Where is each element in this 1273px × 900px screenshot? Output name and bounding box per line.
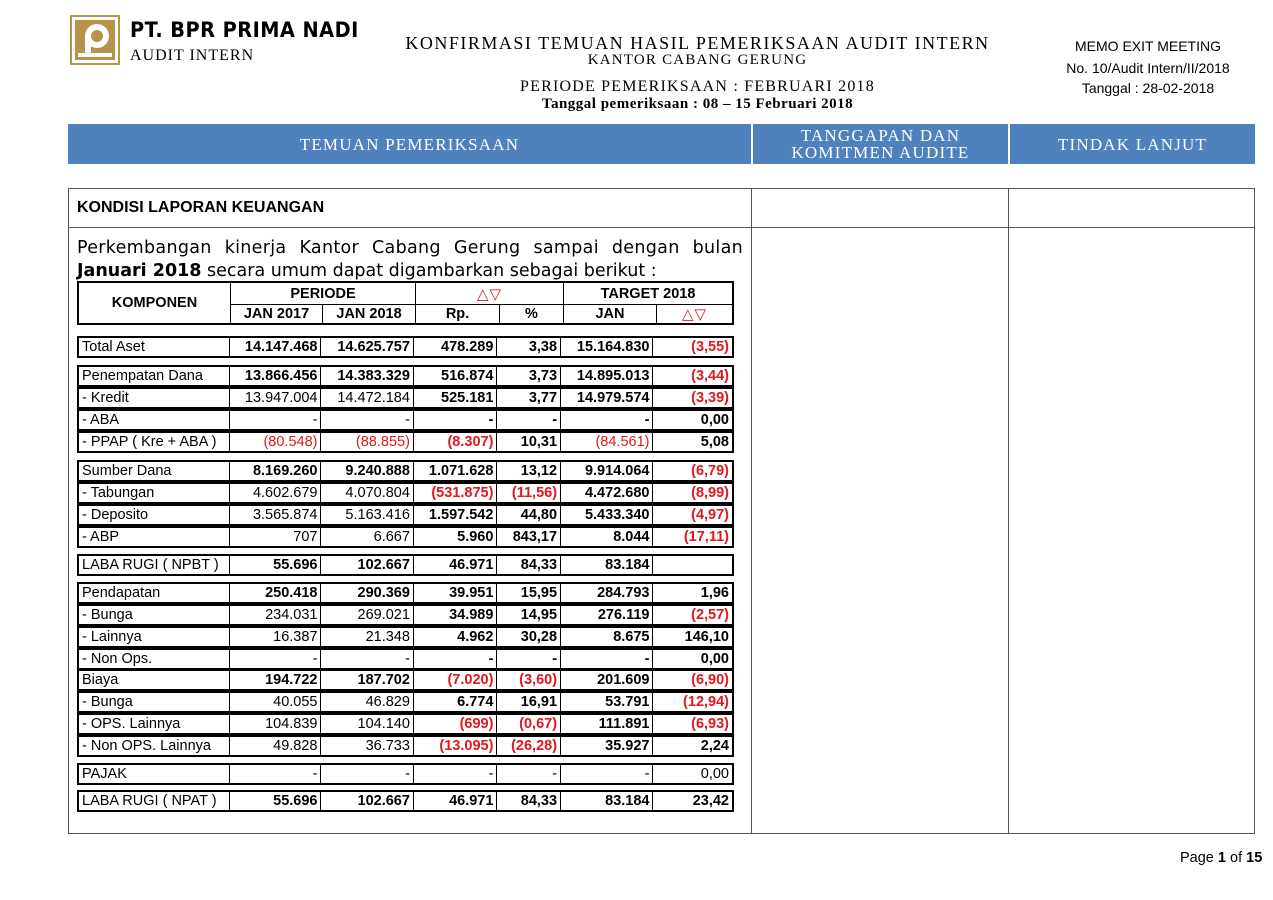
row-value: 843,17 <box>497 528 561 546</box>
row-value: 10,31 <box>497 433 561 451</box>
row-value: 0,00 <box>700 412 729 428</box>
row-value: 21.348 <box>321 628 413 646</box>
row-value: 290.369 <box>321 584 413 602</box>
row-value: 14.383.329 <box>321 367 413 385</box>
row-value: 55.696 <box>230 556 321 574</box>
row-value: 14.472.184 <box>321 389 413 407</box>
row-value: - <box>414 650 498 668</box>
inspection-date: Tanggal pemeriksaan : 08 – 15 Februari 2018 <box>541 96 854 112</box>
row-value: 83.184 <box>561 556 653 574</box>
row-value: 14.895.013 <box>561 367 653 385</box>
row-value: 39.951 <box>414 584 498 602</box>
row-value: 46.829 <box>321 693 413 711</box>
row-value: 9.914.064 <box>561 462 653 480</box>
row-value: (531.875) <box>414 484 498 502</box>
table-row <box>77 713 734 735</box>
table-row <box>77 735 734 757</box>
row-value: 284.793 <box>561 584 653 602</box>
row-value: 1.071.628 <box>414 462 498 480</box>
row-value: 44,80 <box>497 506 561 524</box>
row-value: 1.597.542 <box>414 506 498 524</box>
section-paragraph: Perkembangan kinerja Kantor Cabang Gerung sampai dengan bulan Januari 2018 secara umum dapat digambarkan sebagai berikut : <box>77 238 743 281</box>
row-value: 15.164.830 <box>561 338 653 356</box>
row-value: 0,00 <box>700 651 729 667</box>
header-jan: JAN <box>595 306 625 322</box>
row-label: - Tabungan <box>79 484 230 502</box>
row-label: Sumber Dana <box>79 462 230 480</box>
memo-date: Tanggal : 28-02-2018 <box>1081 80 1215 96</box>
row-value: 1,96 <box>700 585 729 601</box>
row-value: 40.055 <box>230 693 321 711</box>
row-value: 6.667 <box>321 528 413 546</box>
row-value: - <box>561 411 653 429</box>
table-row <box>77 482 734 504</box>
table-row <box>77 526 734 548</box>
row-value: 36.733 <box>321 737 413 755</box>
row-value: 5.433.340 <box>561 506 653 524</box>
row-value: - <box>230 765 321 783</box>
row-value: 250.418 <box>230 584 321 602</box>
row-value: 53.791 <box>561 693 653 711</box>
row-value: 13,12 <box>497 462 561 480</box>
table-header <box>77 281 734 325</box>
department-name: AUDIT INTERN <box>130 47 255 64</box>
table-row <box>77 582 734 604</box>
row-value: 46.971 <box>414 792 498 810</box>
row-value: 13.947.004 <box>230 389 321 407</box>
delta-icon: △▽ <box>681 306 708 323</box>
row-label: LABA RUGI ( NPBT ) <box>79 556 230 574</box>
table-row <box>77 669 734 691</box>
row-value: 5.163.416 <box>321 506 413 524</box>
row-label: Pendapatan <box>79 584 230 602</box>
row-value: 104.140 <box>321 715 413 733</box>
company-logo <box>70 15 120 65</box>
row-value: 83.184 <box>561 792 653 810</box>
grid-divider <box>751 188 752 834</box>
delta-icon: △▽ <box>476 285 503 303</box>
row-value: 8.675 <box>561 628 653 646</box>
header-target: TARGET 2018 <box>600 285 696 302</box>
row-label: Biaya <box>79 671 230 689</box>
row-value: (8,99) <box>691 485 729 501</box>
row-value: (6,93) <box>691 716 729 732</box>
row-value: 2,24 <box>700 738 729 754</box>
row-value: 104.839 <box>230 715 321 733</box>
row-value: - <box>414 765 498 783</box>
row-value: 55.696 <box>230 792 321 810</box>
row-value: (699) <box>414 715 498 733</box>
table-row <box>77 763 734 785</box>
row-value: 5,08 <box>700 434 729 450</box>
column-header-findings: TEMUAN PEMERIKSAAN <box>68 124 751 164</box>
table-row <box>77 431 734 453</box>
table-row <box>77 504 734 526</box>
row-value: 3,77 <box>497 389 561 407</box>
row-value: 3,73 <box>497 367 561 385</box>
row-value: 8.044 <box>561 528 653 546</box>
row-label: - Bunga <box>79 606 230 624</box>
row-value: - <box>497 765 561 783</box>
row-value: 0,00 <box>700 766 729 782</box>
row-value: (6,79) <box>691 463 729 479</box>
table-row <box>77 365 734 387</box>
row-value: (8.307) <box>414 433 498 451</box>
row-value: 16,91 <box>497 693 561 711</box>
row-value: 525.181 <box>414 389 498 407</box>
row-label: - Lainnya <box>79 628 230 646</box>
row-value: (3,55) <box>691 339 729 355</box>
table-row <box>77 336 734 358</box>
row-value: (3,39) <box>691 390 729 406</box>
row-value: 9.240.888 <box>321 462 413 480</box>
row-value: - <box>321 765 413 783</box>
table-row <box>77 460 734 482</box>
column-header-response: TANGGAPAN DAN KOMITMEN AUDITE <box>753 124 1008 164</box>
header-pct: % <box>525 306 538 322</box>
row-value: - <box>230 411 321 429</box>
row-value: 84,33 <box>497 556 561 574</box>
row-value: 46.971 <box>414 556 498 574</box>
table-row <box>77 648 734 670</box>
column-header-followup: TINDAK LANJUT <box>1010 124 1255 164</box>
row-value: 4.472.680 <box>561 484 653 502</box>
row-value: 84,33 <box>497 792 561 810</box>
row-value: 14,95 <box>497 606 561 624</box>
table-row <box>77 691 734 713</box>
row-value: - <box>321 650 413 668</box>
section-title: KONDISI LAPORAN KEUANGAN <box>77 199 325 216</box>
row-label: - OPS. Lainnya <box>79 715 230 733</box>
row-value: 5.960 <box>414 528 498 546</box>
row-value: - <box>414 411 498 429</box>
row-value: 102.667 <box>321 792 413 810</box>
header-periode: PERIODE <box>290 285 356 302</box>
row-value: 4.962 <box>414 628 498 646</box>
row-label: - Non Ops. <box>79 650 230 668</box>
row-value: - <box>497 411 561 429</box>
row-value: 276.119 <box>561 606 653 624</box>
row-value: (6,90) <box>691 672 729 688</box>
row-value: 13.866.456 <box>230 367 321 385</box>
row-value: (17,11) <box>683 529 729 545</box>
row-value: - <box>497 650 561 668</box>
row-value: 3,38 <box>497 338 561 356</box>
row-value: (4,97) <box>691 507 729 523</box>
row-value: 707 <box>230 528 321 546</box>
row-value: (80.548) <box>230 433 321 451</box>
row-value: 4.602.679 <box>230 484 321 502</box>
row-value: (11,56) <box>497 484 561 502</box>
row-label: - Non OPS. Lainnya <box>79 737 230 755</box>
row-value: 146,10 <box>684 629 729 645</box>
row-value: 16.387 <box>230 628 321 646</box>
row-value: 30,28 <box>497 628 561 646</box>
document-title: KONFIRMASI TEMUAN HASIL PEMERIKSAAN AUDIT INTERN <box>405 33 990 53</box>
row-label: LABA RUGI ( NPAT ) <box>79 792 230 810</box>
row-value: (26,28) <box>497 737 561 755</box>
row-value: (0,67) <box>497 715 561 733</box>
row-label: - ABA <box>79 411 230 429</box>
row-value: 23,42 <box>692 793 729 809</box>
row-label: Penempatan Dana <box>79 367 230 385</box>
row-value: 49.828 <box>230 737 321 755</box>
row-value <box>653 556 732 574</box>
row-label: Total Aset <box>79 338 230 356</box>
page-number: Page 1 of 15 <box>1180 850 1263 866</box>
row-value: 516.874 <box>414 367 498 385</box>
row-value: - <box>561 765 653 783</box>
table-row <box>77 604 734 626</box>
row-value: 4.070.804 <box>321 484 413 502</box>
audit-period: PERIODE PEMERIKSAAN : FEBRUARI 2018 <box>520 78 875 95</box>
row-value: - <box>321 411 413 429</box>
table-row <box>77 387 734 409</box>
row-value: - <box>561 650 653 668</box>
row-value: 269.021 <box>321 606 413 624</box>
row-value: 201.609 <box>561 671 653 689</box>
row-label: - ABP <box>79 528 230 546</box>
branch-name: KANTOR CABANG GERUNG <box>587 52 808 68</box>
header-rp: Rp. <box>445 306 470 322</box>
table-row <box>77 626 734 648</box>
header-komponen: KOMPONEN <box>111 295 198 311</box>
row-value: (2,57) <box>691 607 729 623</box>
row-value: (88.855) <box>321 433 413 451</box>
header-jan2017: JAN 2017 <box>243 306 310 322</box>
memo-number: No. 10/Audit Intern/II/2018 <box>1066 60 1230 76</box>
table-row <box>77 790 734 812</box>
grid-divider <box>1008 188 1009 834</box>
row-value: - <box>230 650 321 668</box>
row-value: 8.169.260 <box>230 462 321 480</box>
row-value: 194.722 <box>230 671 321 689</box>
row-label: - Deposito <box>79 506 230 524</box>
table-row <box>77 409 734 431</box>
row-value: 234.031 <box>230 606 321 624</box>
row-value: 3.565.874 <box>230 506 321 524</box>
row-value: 14.979.574 <box>561 389 653 407</box>
row-label: - PPAP ( Kre + ABA ) <box>79 433 230 451</box>
row-label: - Bunga <box>79 693 230 711</box>
row-value: 478.289 <box>414 338 498 356</box>
grid-divider <box>68 227 1255 228</box>
row-value: 35.927 <box>561 737 653 755</box>
row-value: 14.625.757 <box>321 338 413 356</box>
memo-title: MEMO EXIT MEETING <box>1075 38 1221 54</box>
table-row <box>77 554 734 576</box>
row-label: - Kredit <box>79 389 230 407</box>
row-value: 15,95 <box>497 584 561 602</box>
header-jan2018: JAN 2018 <box>336 306 402 322</box>
row-value: (84.561) <box>561 433 653 451</box>
row-value: (13.095) <box>414 737 498 755</box>
row-value: 34.989 <box>414 606 498 624</box>
row-label: PAJAK <box>79 765 230 783</box>
company-name: PT. BPR PRIMA NADI <box>130 18 359 42</box>
row-value: 111.891 <box>561 715 653 733</box>
row-value: 14.147.468 <box>230 338 321 356</box>
row-value: 102.667 <box>321 556 413 574</box>
row-value: 6.774 <box>414 693 498 711</box>
row-value: (7.020) <box>414 671 498 689</box>
row-value: (3,44) <box>691 368 729 384</box>
row-value: 187.702 <box>321 671 413 689</box>
row-value: (3,60) <box>497 671 561 689</box>
row-value: (12,94) <box>683 694 729 710</box>
